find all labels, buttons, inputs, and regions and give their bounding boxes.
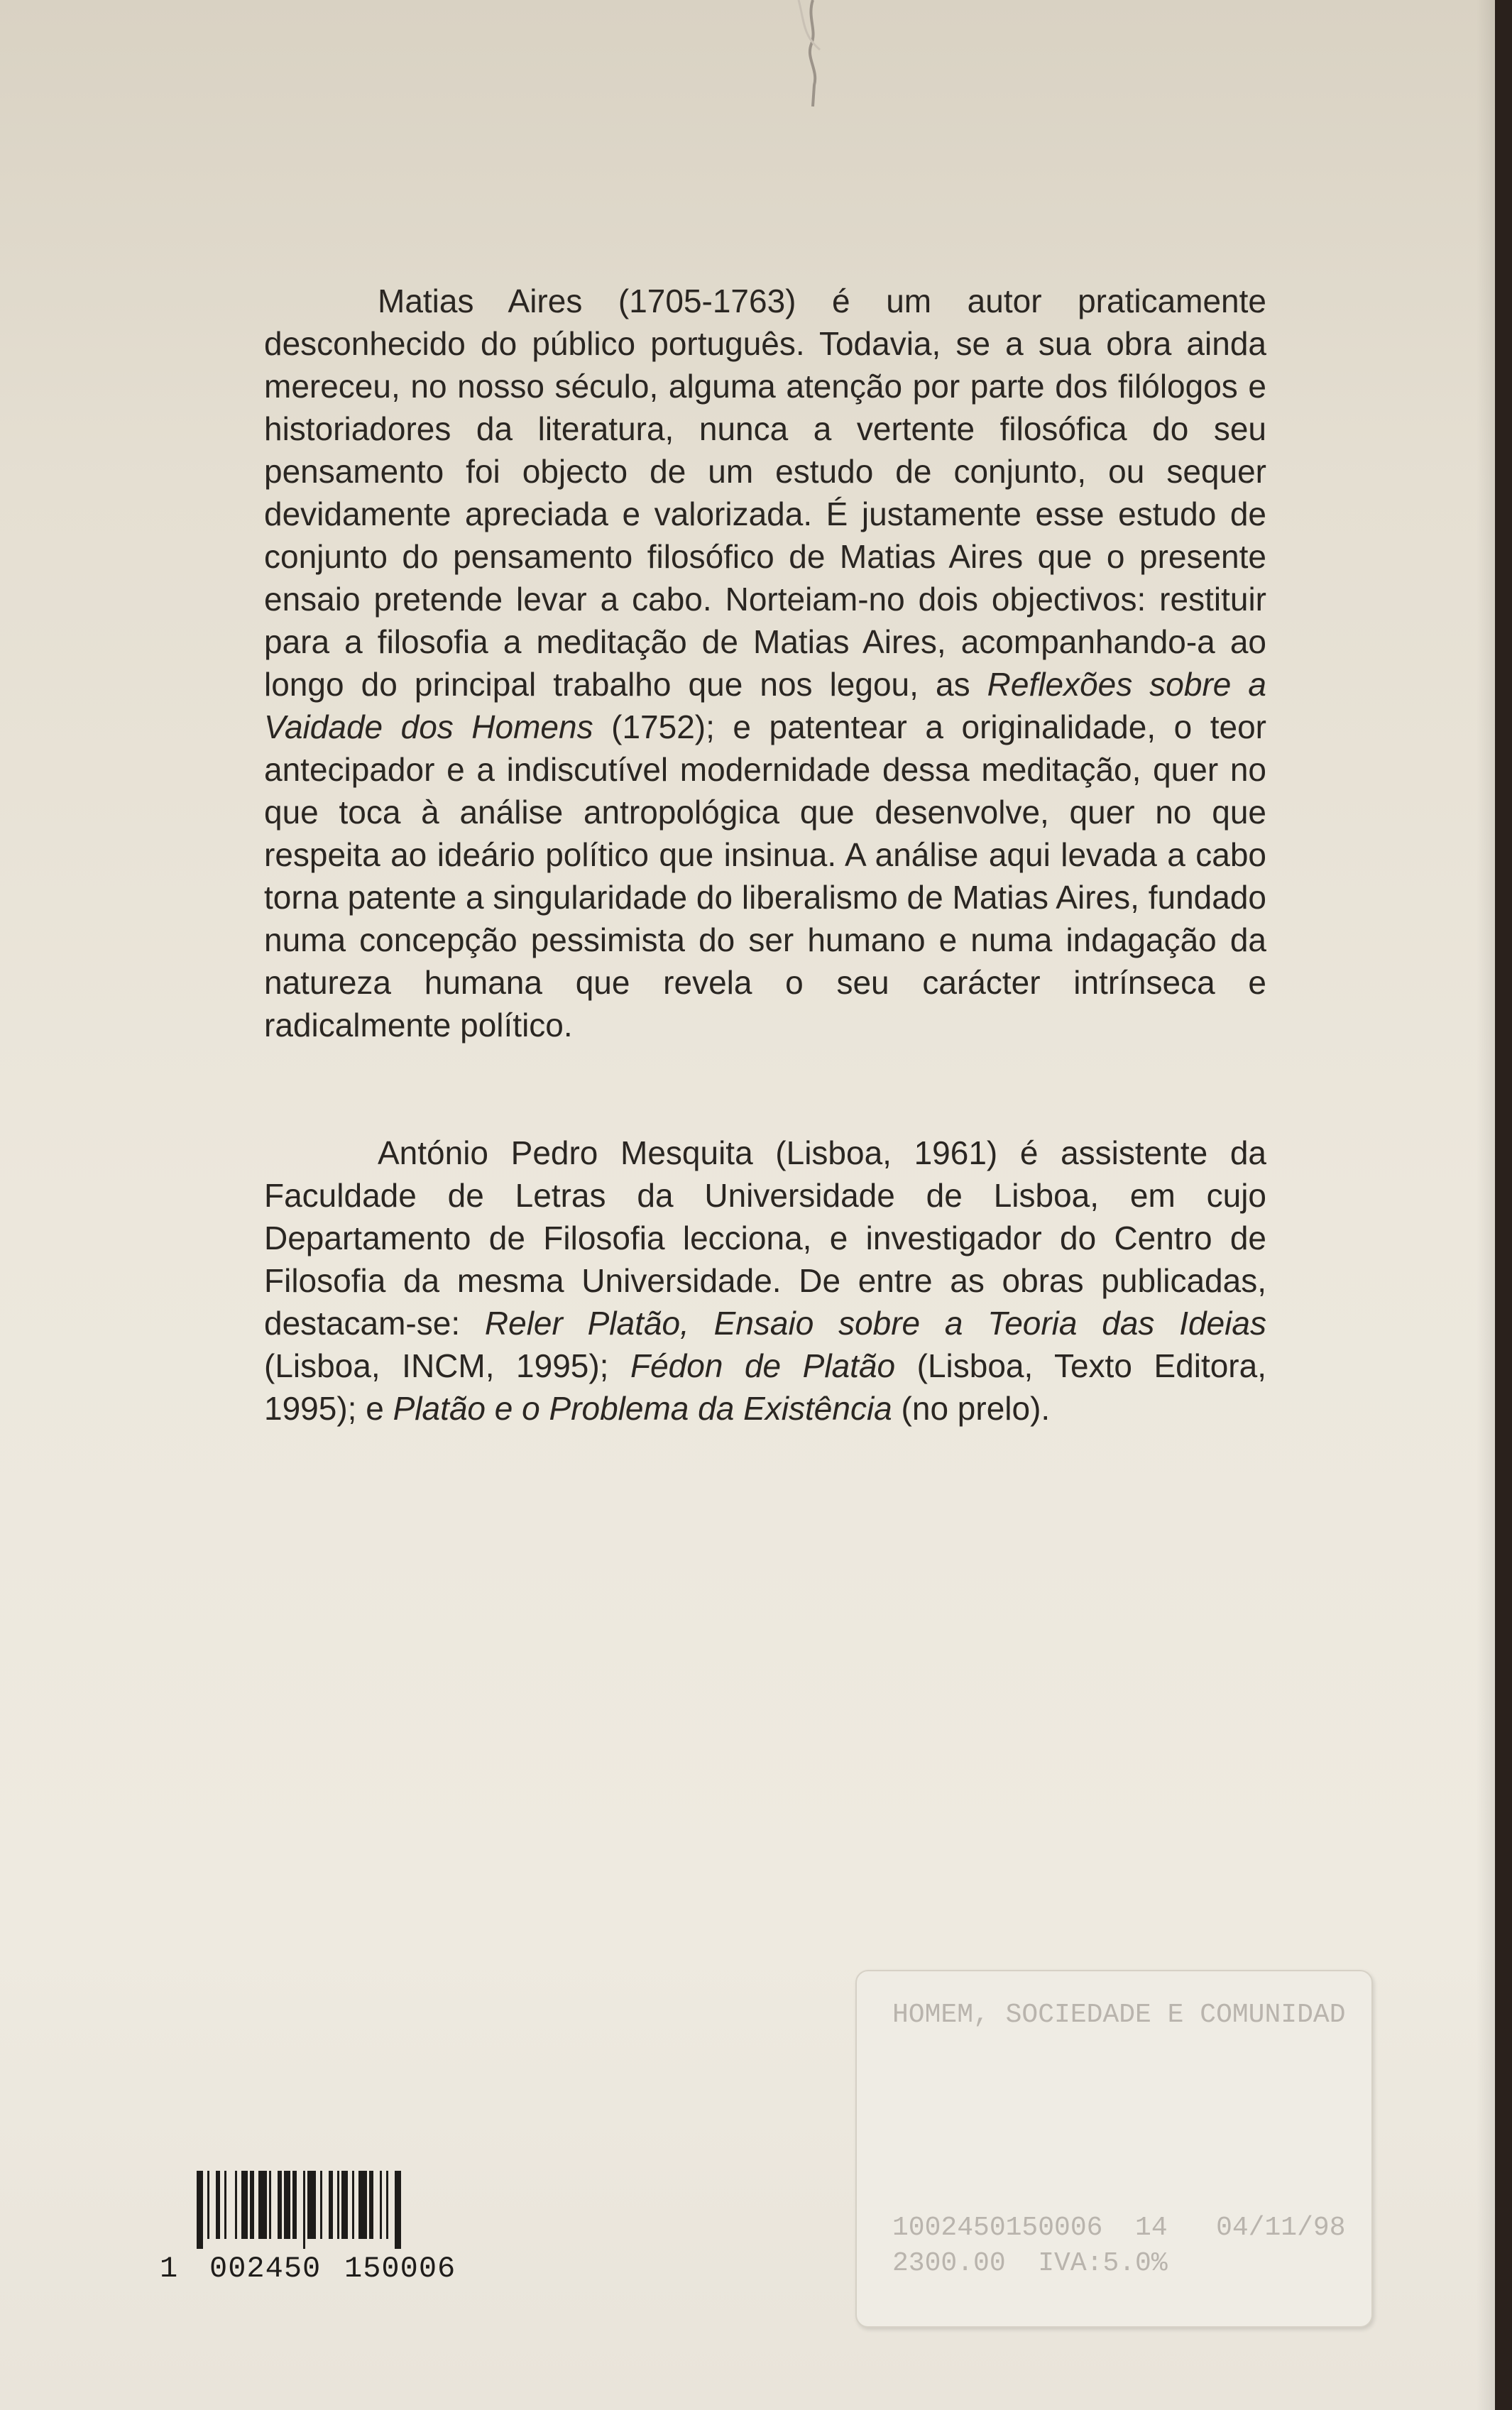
barcode (160, 2171, 493, 2284)
author-bio-paragraph (264, 1132, 1266, 1430)
author-bio-intro: António Pedro Mesquita (Lisboa, 1961) é assistente da Faculdade de Letras da Universidade de Lisboa, em cujo Departamento de Filosofia lecciona, e investigador do Centro de Filosofia da mesma Universidade. De entre as obras publicadas, destacam-se: (264, 1134, 1266, 1342)
price-sticker-code: 1002450150006 14 04/11/98 (892, 2213, 1346, 2243)
price-sticker-series: HOMEM, SOCIEDADE E COMUNIDAD (892, 2000, 1346, 2030)
work-title-2: Fédon de Platão (630, 1347, 896, 1384)
synopsis-text-end: (1752); e patentear a originalidade, o teor antecipador e a indiscutível modernidade dessa meditação, quer no que toca à análise antropológica que desenvolve, quer no que respeita ao ideário político que insinua. A análise aqui levada a cabo torna patente a singularidade do liberalismo de Matias Aires, fundado numa concepção pessimista do ser humano e numa indagação da natureza humana que revela o seu carácter intrínseca e radicalmente político. (264, 708, 1267, 1044)
barcode-group-1: 002450 (209, 2252, 322, 2286)
barcode-lead-digit: 1 (160, 2252, 179, 2286)
work-info-2: (Lisboa, Texto Editora, 1995); e (264, 1347, 1266, 1427)
cover-edge-shadow (1477, 0, 1495, 2410)
synopsis-text-start: Matias Aires (1705-1763) é um autor praticamente desconhecido do público português. Todavia, se a sua obra ainda mereceu, no nosso século, alguma atenção por parte dos filólogos e historiadores da literatura, nunca a vertente filosófica do seu pensamento foi objecto de um estudo de conjunto, ou sequer devidamente apreciada e valorizada. É justamente esse estudo de conjunto do pensamento filosófico de Matias Aires que o presente ensaio pretende levar a cabo. Norteiam-no dois objectivos: restituir para a filosofia a meditação de Matias Aires, acompanhando-a ao longo do principal trabalho que nos legou, as (264, 283, 1266, 703)
work-title-1: Reler Platão, Ensaio sobre a Teoria das Ideias (484, 1305, 1266, 1342)
synopsis-paragraph (264, 280, 1266, 1046)
synopsis-book-title: Reflexões sobre a Vaidade dos Homens (264, 666, 1266, 745)
work-title-3: Platão e o Problema da Existência (393, 1390, 892, 1427)
price-sticker-price: 2300.00 IVA:5.0% (892, 2248, 1168, 2279)
work-info-3: (no prelo). (892, 1390, 1051, 1427)
price-sticker (855, 1970, 1373, 2328)
cover-crease (770, 0, 848, 114)
barcode-bars (197, 2171, 486, 2249)
work-info-1: (Lisboa, INCM, 1995); (264, 1347, 630, 1384)
barcode-group-2: 150006 (344, 2252, 456, 2286)
